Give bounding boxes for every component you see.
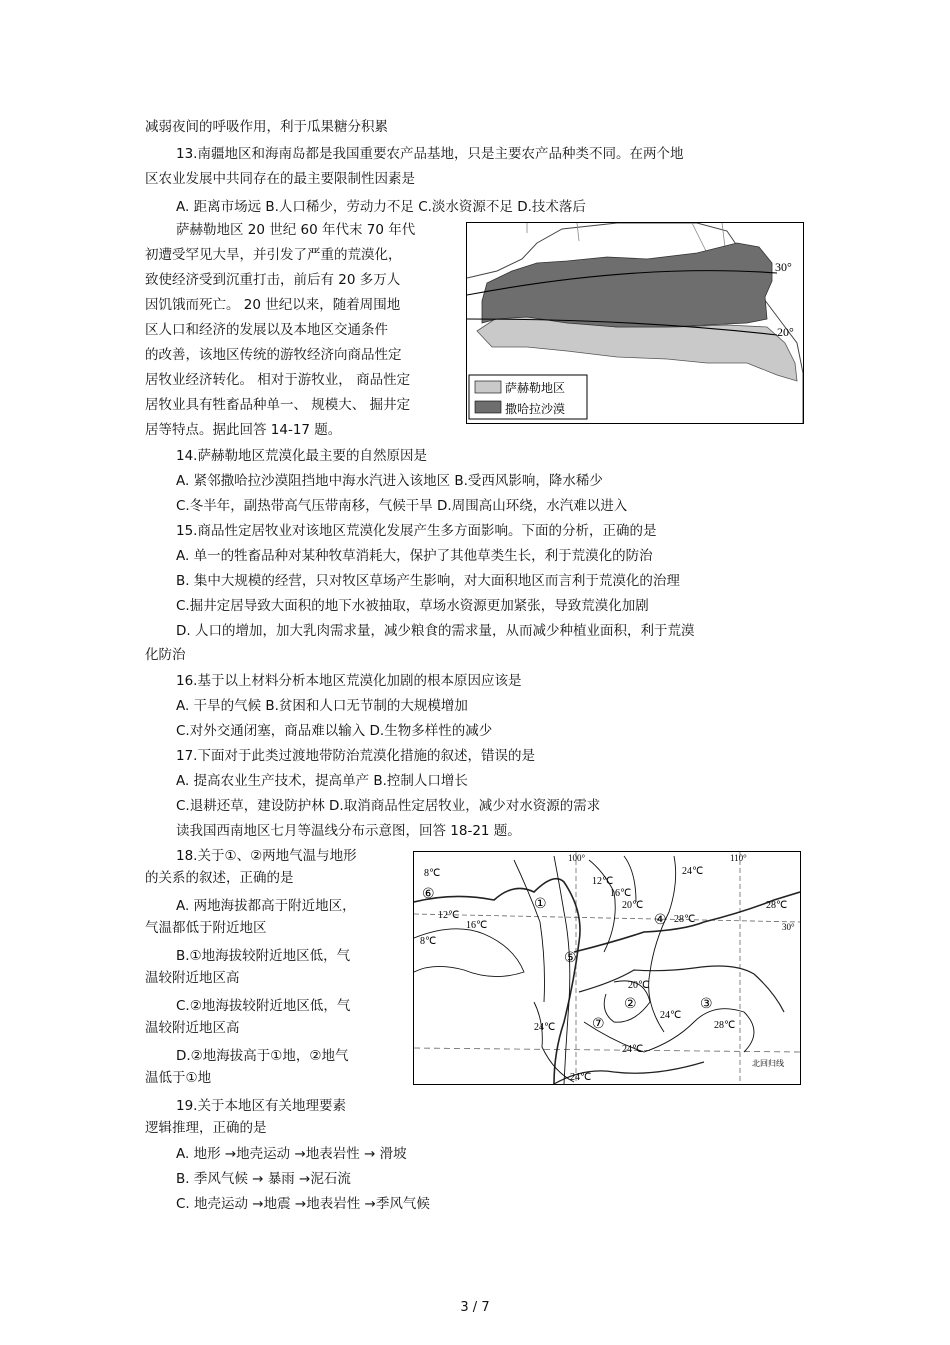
marker-5: ⑤ (564, 950, 577, 966)
intro-18-21: 读我国西南地区七月等温线分布示意图，回答 18-21 题。 (176, 823, 521, 839)
question-18-cont: 的关系的叙述，正确的是 (145, 870, 294, 886)
lat-30-label: 30° (782, 922, 795, 932)
question-15-option-d-cont: 化防治 (145, 647, 186, 663)
isotherm-label: 20℃ (622, 900, 644, 911)
passage-line: 居牧业具有牲畜品种单一、 规模大、 掘井定 (145, 397, 411, 413)
passage-line: 居等特点。据此回答 14-17 题。 (145, 422, 342, 438)
legend-sahara-swatch (475, 401, 501, 413)
question-18-option-d: D.②地海拔高于①地，②地气 (176, 1048, 349, 1064)
question-13: 13.南疆地区和海南岛都是我国重要农产品基地，只是主要农产品种类不同。在两个地 (176, 146, 684, 162)
question-16-options-ab: A. 干旱的气候 B.贫困和人口无节制的大规模增加 (176, 698, 468, 714)
passage-line: 区人口和经济的发展以及本地区交通条件 (145, 322, 388, 338)
question-19-option-a: A. 地形 →地壳运动 →地表岩性 → 滑坡 (176, 1146, 407, 1162)
isotherm-label: 8℃ (420, 936, 437, 947)
question-19-option-c: C. 地壳运动 →地震 →地表岩性 →季风气候 (176, 1196, 430, 1212)
question-16-options-cd: C.对外交通闭塞，商品难以输入 D.生物多样性的减少 (176, 723, 493, 739)
question-14-options-cd: C.冬半年，副热带高气压带南移，气候干旱 D.周围高山环绕，水汽难以进入 (176, 498, 628, 514)
question-18: 18.关于①、②两地气温与地形 (176, 848, 357, 864)
passage-line: 因饥饿而死亡。 20 世纪以来，随着周围地 (145, 297, 401, 313)
question-17-options-ab: A. 提高农业生产技术，提高单产 B.控制人口增长 (176, 773, 468, 789)
marker-6: ⑥ (422, 886, 435, 902)
marker-2: ② (624, 996, 637, 1012)
question-15-option-b: B. 集中大规模的经营，只对牧区草场产生影响，对大面积地区而言利于荒漠化的治理 (176, 573, 680, 589)
isotherm-label: 24℃ (622, 1044, 644, 1055)
isotherm-label: 12℃ (438, 910, 460, 921)
isotherm-label: 28℃ (674, 914, 696, 925)
marker-3: ③ (700, 996, 713, 1012)
question-14: 14.萨赫勒地区荒漠化最主要的自然原因是 (176, 448, 427, 464)
tropic-label: 北回归线 (752, 1059, 784, 1068)
question-15: 15.商品性定居牧业对该地区荒漠化发展产生多方面影响。下面的分析，正确的是 (176, 523, 657, 539)
question-17-options-cd: C.退耕还草，建设防护林 D.取消商品性定居牧业，减少对水资源的需求 (176, 798, 601, 814)
passage-line: 萨赫勒地区 20 世纪 60 年代末 70 年代 (176, 222, 416, 238)
lat-20-label: 20° (777, 325, 794, 339)
question-17: 17.下面对于此类过渡地带防治荒漠化措施的叙述，错误的是 (176, 748, 535, 764)
isotherm-label: 24℃ (570, 1072, 592, 1083)
isotherm-label: 28℃ (714, 1020, 736, 1031)
question-19-cont: 逻辑推理，正确的是 (145, 1120, 267, 1136)
question-18-option-d-cont: 温低于①地 (145, 1070, 212, 1086)
question-18-option-b: B.①地海拔较附近地区低，气 (176, 948, 351, 964)
lat-30-label: 30° (775, 260, 792, 274)
isotherm-label: 16℃ (466, 920, 488, 931)
isotherm-label: 12℃ (592, 876, 614, 887)
question-19: 19.关于本地区有关地理要素 (176, 1098, 346, 1114)
isotherm-label: 20℃ (628, 980, 650, 991)
isotherm-label: 24℃ (660, 1010, 682, 1021)
legend-sahara-label: 撒哈拉沙漠 (505, 402, 566, 416)
isotherm-label: 24℃ (682, 866, 704, 877)
question-18-option-c-cont: 温较附近地区高 (145, 1020, 240, 1036)
question-18-option-a-cont: 气温都低于附近地区 (145, 920, 267, 936)
passage-line: 初遭受罕见大旱，并引发了严重的荒漠化， (145, 247, 402, 263)
isotherm-label: 28℃ (766, 900, 788, 911)
passage-line: 致使经济受到沉重打击，前后有 20 多万人 (145, 272, 401, 288)
question-18-option-b-cont: 温较附近地区高 (145, 970, 240, 986)
question-15-option-d: D. 人口的增加，加大乳肉需求量，减少粮食的需求量，从而减少种植业面积，利于荒漠 (176, 623, 695, 639)
question-16: 16.基于以上材料分析本地区荒漠化加剧的根本原因应该是 (176, 673, 522, 689)
question-13-cont: 区农业发展中共同存在的最主要限制性因素是 (145, 171, 415, 187)
sahel-sahara-map (466, 222, 804, 424)
passage-line: 居牧业经济转化。 相对于游牧业， 商品性定 (145, 372, 411, 388)
marker-7: ⑦ (592, 1016, 605, 1032)
isotherm-label: 8℃ (424, 868, 441, 879)
legend-sahel-swatch (475, 381, 501, 393)
passage-line: 的改善，该地区传统的游牧经济向商品性定 (145, 347, 402, 363)
question-14-options-ab: A. 紧邻撒哈拉沙漠阻挡地中海水汽进入该地区 B.受西风影响，降水稀少 (176, 473, 603, 489)
question-19-option-b: B. 季风气候 → 暴雨 →泥石流 (176, 1171, 351, 1187)
question-15-option-a: A. 单一的牲畜品种对某种牧草消耗大，保护了其他草类生长，利于荒漠化的防治 (176, 548, 653, 564)
lon-100-label: 100° (568, 853, 586, 863)
question-18-option-c: C.②地海拔较附近地区低，气 (176, 998, 351, 1014)
lon-110-label: 110° (730, 853, 747, 863)
southwest-china-isotherm-map (413, 851, 801, 1085)
text-line: 减弱夜间的呼吸作用，利于瓜果糖分积累 (145, 119, 388, 135)
marker-1: ① (534, 896, 547, 912)
question-15-option-c: C.掘井定居导致大面积的地下水被抽取，草场水资源更加紧张，导致荒漠化加剧 (176, 598, 649, 614)
question-13-options: A. 距离市场远 B.人口稀少，劳动力不足 C.淡水资源不足 D.技术落后 (176, 199, 586, 215)
page-number: 3 / 7 (460, 1300, 490, 1315)
isotherm-label: 16℃ (610, 888, 632, 899)
isotherm-label: 24℃ (534, 1022, 556, 1033)
question-18-option-a: A. 两地海拔都高于附近地区， (176, 898, 356, 914)
marker-4: ④ (654, 912, 667, 928)
legend-sahel-label: 萨赫勒地区 (505, 381, 566, 395)
